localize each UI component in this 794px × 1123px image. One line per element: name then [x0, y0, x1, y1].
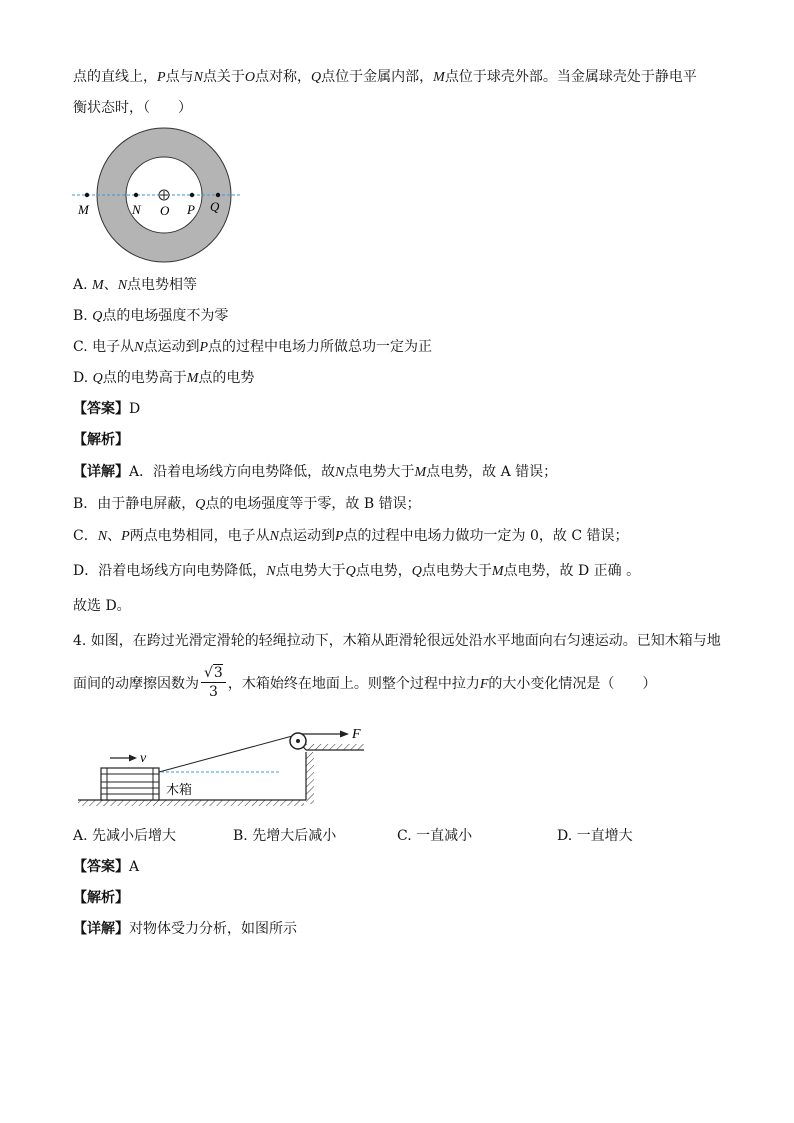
- text: A．沿着电场线方向电势降低，故: [129, 464, 336, 480]
- q3-stem-line-1: [73, 67, 697, 88]
- ledge-hatch: [306, 744, 364, 750]
- text: B．由于静电屏蔽，: [73, 496, 196, 512]
- q3-detail-a: [73, 462, 557, 483]
- var-N: N: [266, 564, 276, 579]
- answer-value: A: [129, 859, 140, 875]
- var-P: P: [199, 340, 209, 355]
- text: 、: [107, 528, 122, 544]
- var-P: P: [121, 529, 130, 544]
- fraction-sqrt3-over-3: [201, 664, 226, 701]
- q4-stem-line-2: [73, 664, 656, 705]
- q4-analysis-label: [73, 888, 129, 908]
- text: 点运动到: [143, 339, 200, 355]
- q4-option-b: B. 先增大后减小: [233, 828, 337, 844]
- text: 点的电场强度不为零: [102, 308, 229, 324]
- text: 点的电势: [198, 370, 255, 386]
- var-Q: Q: [195, 497, 206, 512]
- analysis-label: 【解析】: [73, 890, 129, 906]
- point-M: [85, 193, 89, 197]
- var-M: M: [414, 465, 427, 480]
- q4-detail: [73, 919, 297, 939]
- label-F: F: [352, 727, 361, 742]
- analysis-label: 【解析】: [73, 432, 129, 448]
- velocity-arrowhead: [129, 755, 137, 762]
- var-M: M: [92, 278, 104, 293]
- var-M: M: [433, 70, 445, 85]
- var-Q: Q: [345, 564, 356, 579]
- text: 点对称，: [255, 69, 312, 85]
- var-N: N: [117, 278, 128, 293]
- label-P: P: [187, 202, 195, 217]
- answer-label: 【答案】: [73, 401, 129, 417]
- q3-conclusion: 故选 D。: [73, 598, 131, 614]
- pulley-axle: [296, 739, 300, 743]
- var-Q: Q: [311, 70, 322, 85]
- text: 面间的动摩擦因数为: [73, 676, 199, 692]
- text: 点与: [165, 69, 194, 85]
- point-P: [190, 193, 194, 197]
- detail-text: 对物体受力分析，如图所示: [129, 921, 297, 937]
- text: 点位于球壳外部。当金属球壳处于静电平: [444, 69, 697, 85]
- q3-option-a: [73, 275, 197, 296]
- var-Q: Q: [92, 371, 103, 386]
- detail-label: 【详解】: [73, 464, 129, 480]
- rope-slanted: [159, 735, 296, 772]
- wooden-box: [101, 768, 159, 800]
- var-Q: Q: [92, 309, 103, 324]
- var-N: N: [269, 529, 279, 544]
- text: 点电势大于: [344, 464, 415, 480]
- wall-hatch: [306, 752, 314, 804]
- text: A.: [73, 277, 93, 293]
- var-Q: Q: [411, 564, 422, 579]
- q3-option-d: [73, 368, 254, 389]
- answer-label: 【答案】: [73, 859, 129, 875]
- q3-shell-figure: [70, 125, 245, 265]
- var-N: N: [134, 340, 144, 355]
- q3-option-b: [73, 306, 228, 327]
- q3-answer: [73, 399, 140, 419]
- var-F: F: [479, 677, 489, 692]
- text: B.: [73, 308, 93, 324]
- label-N: N: [132, 202, 141, 217]
- fraction-denominator: 3: [208, 683, 218, 700]
- q4-option-a: A. 先减小后增大: [73, 828, 177, 844]
- q4-option-d: D. 一直增大: [557, 828, 633, 844]
- text: 点电势，: [355, 563, 412, 579]
- text: 两点电势相同，电子从: [129, 528, 270, 544]
- point-Q: [216, 193, 220, 197]
- answer-value: D: [129, 401, 141, 417]
- text: 、: [103, 277, 118, 293]
- label-M: M: [78, 202, 89, 217]
- q3-detail-d: [73, 561, 640, 582]
- q3-detail-c: [73, 526, 629, 547]
- label-Q: Q: [210, 199, 220, 214]
- var-N: N: [335, 465, 345, 480]
- point-N: [134, 193, 138, 197]
- q3-detail-b: [73, 494, 421, 515]
- text: 的大小变化情况是（ ）: [488, 676, 657, 692]
- q4-option-c: C. 一直减小: [397, 828, 473, 844]
- ground-hatch: [78, 800, 304, 806]
- q4-answer: [73, 857, 139, 877]
- text: 点关于: [202, 69, 245, 85]
- text: 点电势大于: [275, 563, 346, 579]
- detail-label: 【详解】: [73, 921, 129, 937]
- text: 点的过程中电场力所做总功一定为正: [208, 339, 433, 355]
- sqrt-radicand: 3: [213, 664, 223, 681]
- var-P: P: [334, 529, 344, 544]
- q3-stem-line-2: 衡状态时，（ ）: [73, 100, 192, 116]
- text: C．: [73, 528, 98, 544]
- text: 点电势，故 A 错误；: [426, 464, 558, 480]
- q3-analysis-label: [73, 430, 129, 450]
- var-N: N: [193, 70, 203, 85]
- text: 点电势，故 D 正确 。: [503, 563, 641, 579]
- text: 点电势相等: [127, 277, 198, 293]
- text: D．沿着电场线方向电势降低，: [73, 563, 267, 579]
- text: 点运动到: [278, 528, 335, 544]
- text: ，木箱始终在地面上。则整个过程中拉力: [227, 676, 480, 692]
- label-O: O: [160, 203, 170, 218]
- text: 点的直线上，: [73, 69, 157, 85]
- text: 点位于金属内部，: [321, 69, 434, 85]
- label-v: v: [140, 751, 147, 766]
- q4-stem-line-1: 4. 如图，在跨过光滑定滑轮的轻绳拉动下，木箱从距滑轮很远处沿水平地面向右匀速运动。已知木箱与地: [73, 633, 721, 649]
- fraction-numerator: √3: [201, 664, 226, 683]
- var-O: O: [244, 70, 256, 85]
- text: 点的过程中电场力做功一定为 0，故 C 错误；: [343, 528, 629, 544]
- var-P: P: [157, 70, 166, 85]
- text: 点电势大于: [421, 563, 492, 579]
- force-arrowhead: [340, 731, 349, 738]
- text: 点的电场强度等于零，故 B 错误；: [205, 496, 421, 512]
- q3-option-c: [73, 337, 432, 358]
- var-M: M: [186, 371, 199, 386]
- var-N: N: [97, 529, 108, 544]
- text: C. 电子从: [73, 339, 135, 355]
- q4-pulley-figure: [74, 722, 374, 814]
- text: D.: [73, 370, 93, 386]
- text: 点的电势高于: [102, 370, 187, 386]
- label-box: 木箱: [166, 782, 193, 797]
- var-M: M: [491, 564, 504, 579]
